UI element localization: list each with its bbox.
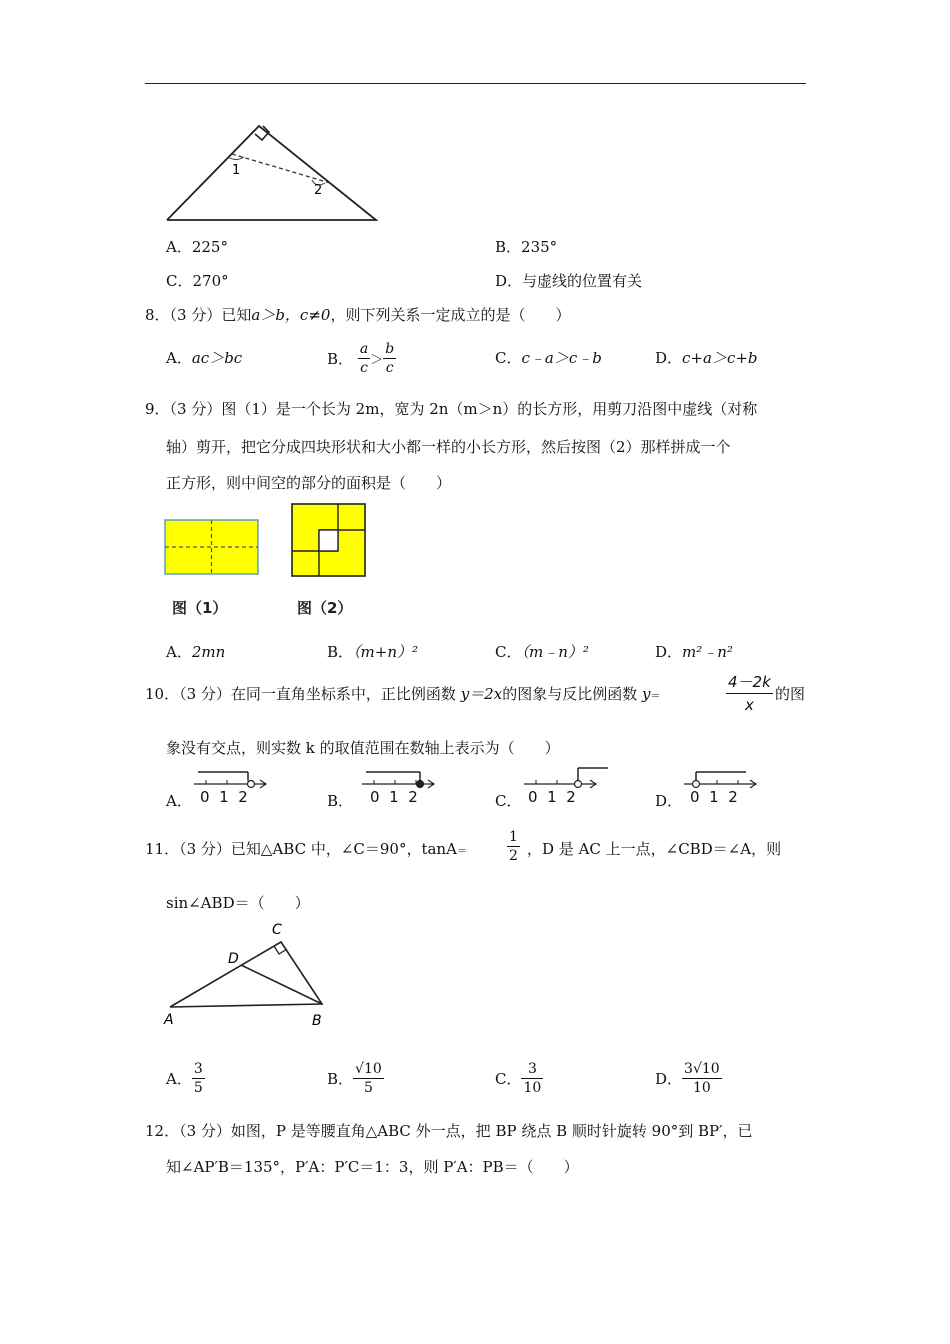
- q10-stem-line1: 10．（3 分）在同一直角坐标系中，正比例函数 y＝2x的图象与反比例函数 y＝: [145, 685, 661, 703]
- q11-option-d: D． $\frac{3√10}{10}$: [655, 1061, 720, 1096]
- q9-figure-1: [164, 519, 260, 576]
- q10-option-d-numberline: [682, 766, 762, 790]
- header-rule: [145, 83, 806, 84]
- q11-option-a: A． $\frac{3}{5}$: [166, 1061, 203, 1096]
- q7-option-d: D．与虚线的位置有关: [495, 272, 643, 290]
- q9-option-a: A．2mn: [166, 643, 226, 661]
- q11-stem-tail: ，D 是 AC 上一点，∠CBD＝∠A，则: [527, 840, 782, 858]
- q10-stem-tail: 的图: [775, 685, 806, 703]
- q10-option-c-letter: C．: [495, 792, 522, 810]
- q10-option-a-numberline: [192, 766, 272, 790]
- q11-stem-line1: 11．（3 分）已知△ABC 中，∠C＝90°，tanA＝: [145, 840, 467, 858]
- q7-option-a: A．225°: [166, 238, 228, 256]
- q9-figure-2-label: 图（2）: [297, 599, 353, 617]
- q8-option-d: D．c+a＞c+b: [655, 349, 758, 367]
- q7-option-c: C．270°: [166, 272, 229, 290]
- q10-stem-line2: 象没有交点，则实数 k 的取值范围在数轴上表示为（ ）: [166, 739, 560, 757]
- q9-figure-2: [290, 502, 368, 578]
- q7-angle-2-label: 2: [314, 183, 323, 198]
- q9-option-c: C．（m﹣n）²: [495, 643, 589, 661]
- q9-stem-line3: 正方形，则中间空的部分的面积是（ ）: [166, 474, 452, 492]
- q7-triangle-figure: [160, 120, 385, 225]
- q10-d-tick-labels: 0 1 2: [690, 788, 738, 806]
- q9-stem-line2: 轴）剪开，把它分成四块形状和大小都一样的小长方形，然后按图（2）那样拼成一个: [166, 438, 731, 456]
- q11-option-c: C． $\frac{3}{10}$: [495, 1061, 542, 1096]
- q9-option-b: B．（m+n）²: [327, 643, 418, 661]
- q11-option-b: B． $\frac{√10}{5}$: [327, 1061, 382, 1096]
- q10-fraction: $\frac{4-2k}{x}$: [728, 673, 771, 714]
- q7-option-b: B．235°: [495, 238, 558, 256]
- q10-option-c-numberline: [522, 766, 612, 790]
- q10-option-b-numberline: [360, 766, 440, 790]
- q11-point-d: D: [228, 951, 239, 967]
- q11-fraction: $\frac{1}{2}$: [509, 829, 518, 864]
- q9-figure-1-label: 图（1）: [172, 599, 228, 617]
- q9-stem-line1: 9．（3 分）图（1）是一个长为 2m，宽为 2n（m＞n）的长方形，用剪刀沿图中虚线（对称: [145, 400, 758, 418]
- q10-option-a-letter: A．: [166, 792, 192, 810]
- q11-point-c: C: [272, 922, 282, 938]
- q8-stem: 8．（3 分）已知a＞b，c≠0，则下列关系一定成立的是（ ）: [145, 306, 571, 324]
- q10-option-b-letter: B．: [327, 792, 354, 810]
- q9-option-d: D．m²﹣n²: [655, 643, 733, 661]
- q10-c-tick-labels: 0 1 2: [528, 788, 576, 806]
- q8-option-c: C．c﹣a＞c﹣b: [495, 349, 602, 367]
- q7-angle-1-label: 1: [232, 163, 241, 178]
- q11-stem-line2: sin∠ABD＝（ ）: [166, 894, 310, 912]
- q11-triangle-figure: [160, 918, 340, 1033]
- q10-option-d-letter: D．: [655, 792, 683, 810]
- q10-b-tick-labels: 0 1 2: [370, 788, 418, 806]
- q8-option-b: B． $\frac{a}{c}$ ＞ $\frac{b}{c}$: [327, 341, 395, 376]
- q11-point-b: B: [312, 1013, 322, 1029]
- q12-stem-line2: 知∠AP′B＝135°，P′A：P′C＝1：3，则 P′A：PB＝（ ）: [166, 1158, 579, 1176]
- q8-option-a: A．ac＞bc: [166, 349, 243, 367]
- q12-stem-line1: 12．（3 分）如图，P 是等腰直角△ABC 外一点，把 BP 绕点 B 顺时针旋转 90°到 BP′，已: [145, 1122, 753, 1140]
- q11-point-a: A: [164, 1012, 174, 1028]
- q10-a-tick-labels: 0 1 2: [200, 788, 248, 806]
